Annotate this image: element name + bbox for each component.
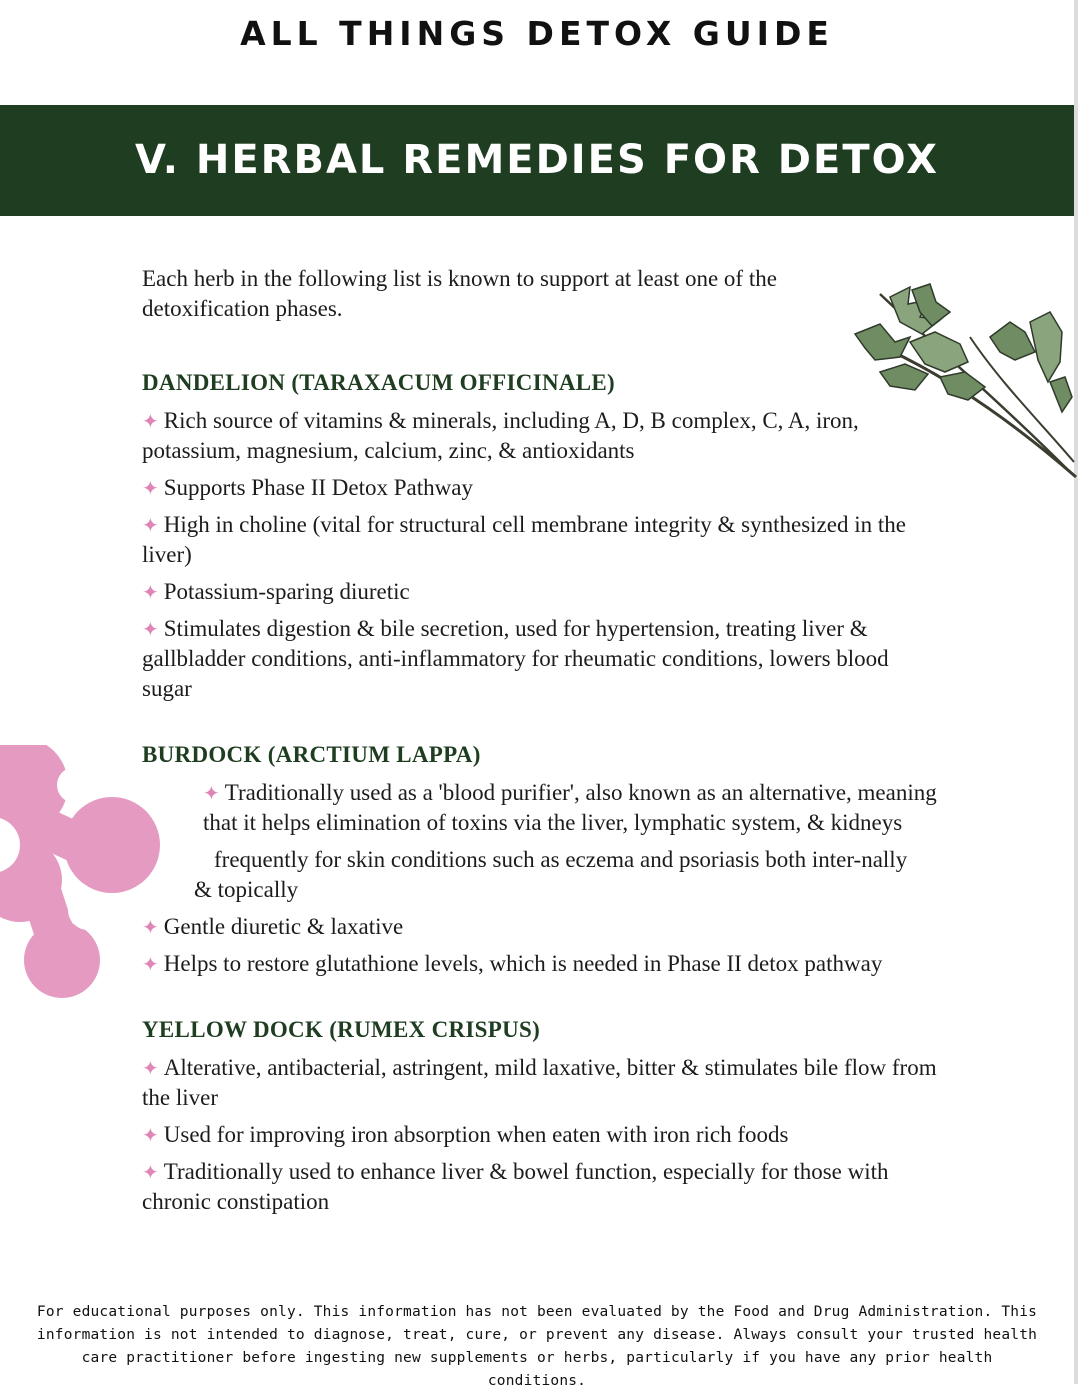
molecule-decoration <box>0 745 165 1005</box>
section-title-dandelion: DANDELION (TARAXACUM OFFICINALE) <box>142 370 616 395</box>
guide-title: ALL THINGS DETOX GUIDE <box>240 14 834 53</box>
intro-text: Each herb in the following list is known to support at least one of the detoxification phases. <box>142 266 777 321</box>
section-banner <box>0 105 1074 216</box>
burdock-list <box>142 778 942 979</box>
disclaimer-text: For educational purposes only. This information has not been evaluated by the Food and Drug Administration. This information is not intended to diagnose, treat, cure, or prevent any disease. Always consult your trusted health care practitioner before ingesting new supplements or herbs, particularly if you have any prior health conditions. <box>36 1304 1038 1389</box>
yellow-dock-list <box>142 1053 942 1217</box>
list-item: ✦ Rich source of vitamins & minerals, including A, D, B complex, C, A, iron, potassium, magnesium, calcium, zinc, & antioxidants <box>142 408 859 463</box>
star-bullet-icon: ✦ <box>142 476 159 500</box>
main-content <box>142 264 942 1224</box>
star-bullet-icon: ✦ <box>142 580 159 604</box>
star-bullet-icon: ✦ <box>142 513 159 537</box>
page-edge <box>1074 0 1078 1384</box>
list-item: ✦ Used for improving iron absorption when eaten with iron rich foods <box>142 1122 789 1147</box>
list-item: ✦ High in choline (vital for structural cell membrane integrity & synthesized in the liver) <box>142 512 906 567</box>
star-bullet-icon: ✦ <box>142 915 159 939</box>
list-item: ✦ Potassium-sparing diuretic <box>142 579 410 604</box>
list-item: ✦ Helps to restore glutathione levels, which is needed in Phase II detox pathway <box>142 951 883 976</box>
list-item: ✦ Supports Phase II Detox Pathway <box>142 475 473 500</box>
section-title-burdock: BURDOCK (ARCTIUM LAPPA) <box>142 742 481 767</box>
list-item: ✦ Stimulates digestion & bile secretion, used for hypertension, treating liver & gallbladder conditions, anti-inflammatory for rheumatic conditions, lowers blood sugar <box>142 616 889 701</box>
dandelion-list <box>142 406 942 704</box>
list-item: ✦ Traditionally used as a 'blood purifier', also known as an alternative, meaning that it helps elimination of toxins via the liver, lymphatic system, & kidneys <box>203 780 937 835</box>
star-bullet-icon: ✦ <box>142 952 159 976</box>
star-bullet-icon: ✦ <box>203 781 220 805</box>
star-bullet-icon: ✦ <box>142 409 159 433</box>
star-bullet-icon: ✦ <box>142 1160 159 1184</box>
list-item: ✦ Alterative, antibacterial, astringent, mild laxative, bitter & stimulates bile flow from the liver <box>142 1055 937 1110</box>
star-bullet-icon: ✦ <box>142 1056 159 1080</box>
star-bullet-icon: ✦ <box>142 617 159 641</box>
list-item: ✦ Gentle diuretic & laxative <box>142 914 404 939</box>
section-banner-title: V. HERBAL REMEDIES FOR DETOX <box>134 137 940 183</box>
list-item: ✦ Traditionally used to enhance liver & bowel function, especially for those with chronic constipation <box>142 1159 889 1214</box>
section-title-yellow-dock: YELLOW DOCK (RUMEX CRISPUS) <box>142 1017 541 1042</box>
star-bullet-icon: ✦ <box>142 1123 159 1147</box>
list-item: frequently for skin conditions such as eczema and psoriasis both inter-nally & topically <box>194 847 908 902</box>
